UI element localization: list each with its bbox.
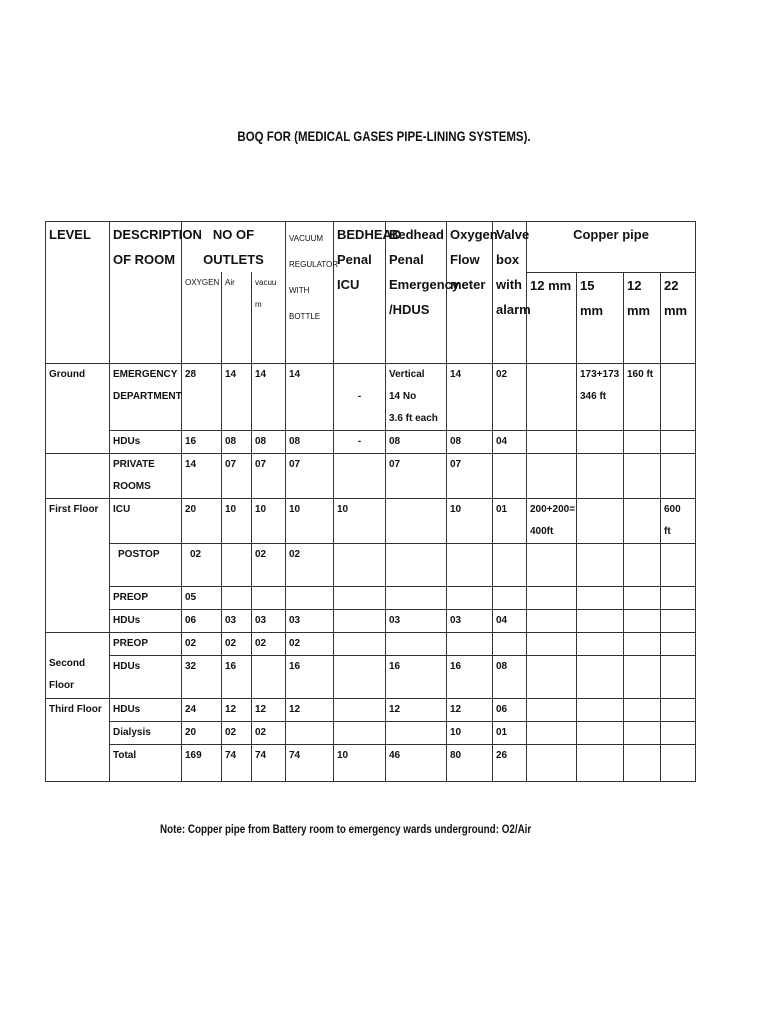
header-pipe-12mm-b: 12 mm xyxy=(624,272,661,363)
cell-p15 xyxy=(577,498,624,543)
header-vacuum: vacuu m xyxy=(252,272,286,363)
cell-bedhead-emergency xyxy=(386,498,447,543)
cell-p15 xyxy=(577,430,624,453)
cell-p22 xyxy=(661,698,696,721)
table-row xyxy=(46,543,696,586)
cell-regulator: 02 xyxy=(286,632,334,655)
header-air: Air xyxy=(222,272,252,363)
cell-p12: 200+200= 400ft xyxy=(527,498,577,543)
cell-p12b xyxy=(624,498,661,543)
cell-bedhead-icu: - xyxy=(334,430,386,453)
cell-p12b xyxy=(624,698,661,721)
cell-valve-box: 26 xyxy=(493,744,527,781)
cell-flow-meter: 10 xyxy=(447,721,493,744)
cell-valve-box: 04 xyxy=(493,609,527,632)
cell-valve-box: 04 xyxy=(493,430,527,453)
cell-p15 xyxy=(577,609,624,632)
cell-valve-box: 06 xyxy=(493,698,527,721)
cell-p22 xyxy=(661,632,696,655)
cell-bedhead-emergency: 16 xyxy=(386,655,447,698)
cell-vacuum: 02 xyxy=(252,632,286,655)
cell-flow-meter xyxy=(447,586,493,609)
room-description: PREOP xyxy=(110,586,182,609)
cell-p12 xyxy=(527,363,577,430)
room-description: ICU xyxy=(110,498,182,543)
cell-p12b xyxy=(624,744,661,781)
room-description: Total xyxy=(110,744,182,781)
level-blank xyxy=(46,453,110,498)
cell-p12 xyxy=(527,698,577,721)
cell-air: 02 xyxy=(222,632,252,655)
cell-p12 xyxy=(527,430,577,453)
cell-bedhead-emergency xyxy=(386,721,447,744)
cell-regulator: 10 xyxy=(286,498,334,543)
table-row xyxy=(46,655,696,698)
cell-bedhead-emergency: 12 xyxy=(386,698,447,721)
cell-oxygen: 20 xyxy=(182,498,222,543)
header-pipe-22mm: 22 mm xyxy=(661,272,696,363)
cell-vacuum: 14 xyxy=(252,363,286,430)
header-valve-box: Valve box with alarm xyxy=(493,222,527,364)
header-bedhead-emergency: Bedhead Penal Emergency /HDUS xyxy=(386,222,447,364)
cell-regulator: 74 xyxy=(286,744,334,781)
cell-flow-meter: 10 xyxy=(447,498,493,543)
cell-vacuum xyxy=(252,655,286,698)
cell-bedhead-icu xyxy=(334,721,386,744)
header-bedhead-icu: BEDHEAD Penal ICU xyxy=(334,222,386,364)
cell-bedhead-icu: - xyxy=(334,363,386,430)
cell-air: 03 xyxy=(222,609,252,632)
cell-air: 12 xyxy=(222,698,252,721)
cell-flow-meter: 16 xyxy=(447,655,493,698)
room-description: HDUs xyxy=(110,430,182,453)
room-description: POSTOP xyxy=(110,543,182,586)
cell-bedhead-icu xyxy=(334,453,386,498)
cell-air: 74 xyxy=(222,744,252,781)
footnote: Note: Copper pipe from Battery room to emergency wards underground: O2/Air xyxy=(160,822,532,836)
table-row xyxy=(46,363,696,430)
cell-vacuum xyxy=(252,586,286,609)
cell-bedhead-icu xyxy=(334,543,386,586)
cell-p22 xyxy=(661,721,696,744)
cell-air: 08 xyxy=(222,430,252,453)
cell-p15: 173+173 346 ft xyxy=(577,363,624,430)
cell-bedhead-icu xyxy=(334,609,386,632)
cell-p15 xyxy=(577,453,624,498)
cell-p15 xyxy=(577,698,624,721)
cell-bedhead-emergency xyxy=(386,543,447,586)
cell-regulator: 08 xyxy=(286,430,334,453)
cell-valve-box xyxy=(493,632,527,655)
cell-oxygen: 06 xyxy=(182,609,222,632)
boq-table xyxy=(45,221,696,782)
room-description: HDUs xyxy=(110,609,182,632)
cell-valve-box: 01 xyxy=(493,498,527,543)
cell-p22 xyxy=(661,430,696,453)
cell-flow-meter: 07 xyxy=(447,453,493,498)
cell-vacuum: 12 xyxy=(252,698,286,721)
cell-vacuum: 74 xyxy=(252,744,286,781)
cell-bedhead-emergency xyxy=(386,586,447,609)
cell-p22: 600 ft xyxy=(661,498,696,543)
cell-p15 xyxy=(577,655,624,698)
cell-flow-meter: 12 xyxy=(447,698,493,721)
table-row xyxy=(46,430,696,453)
header-oxygen-flow-meter: Oxygen Flow meter xyxy=(447,222,493,364)
cell-p22 xyxy=(661,744,696,781)
room-description: PRIVATE ROOMS xyxy=(110,453,182,498)
cell-regulator xyxy=(286,586,334,609)
cell-bedhead-emergency: 03 xyxy=(386,609,447,632)
cell-vacuum: 02 xyxy=(252,543,286,586)
cell-p22 xyxy=(661,543,696,586)
cell-air: 07 xyxy=(222,453,252,498)
cell-regulator: 07 xyxy=(286,453,334,498)
cell-air xyxy=(222,543,252,586)
cell-p22 xyxy=(661,363,696,430)
cell-air: 10 xyxy=(222,498,252,543)
cell-bedhead-icu xyxy=(334,586,386,609)
cell-regulator: 16 xyxy=(286,655,334,698)
cell-bedhead-emergency: 46 xyxy=(386,744,447,781)
cell-p12 xyxy=(527,543,577,586)
table-row xyxy=(46,698,696,721)
cell-vacuum: 02 xyxy=(252,721,286,744)
cell-p12b xyxy=(624,430,661,453)
cell-air: 16 xyxy=(222,655,252,698)
table-row xyxy=(46,453,696,498)
cell-vacuum: 08 xyxy=(252,430,286,453)
cell-bedhead-emergency xyxy=(386,632,447,655)
cell-p12b xyxy=(624,609,661,632)
cell-valve-box: 08 xyxy=(493,655,527,698)
cell-bedhead-emergency: 07 xyxy=(386,453,447,498)
header-pipe-15mm: 15 mm xyxy=(577,272,624,363)
level-third-floor: Third Floor xyxy=(46,698,110,781)
header-row xyxy=(46,222,696,273)
cell-oxygen: 14 xyxy=(182,453,222,498)
cell-p22 xyxy=(661,655,696,698)
header-pipe-12mm: 12 mm xyxy=(527,272,577,363)
table-row xyxy=(46,498,696,543)
cell-p15 xyxy=(577,543,624,586)
cell-flow-meter xyxy=(447,543,493,586)
cell-vacuum: 07 xyxy=(252,453,286,498)
cell-bedhead-icu: 10 xyxy=(334,498,386,543)
cell-p15 xyxy=(577,744,624,781)
cell-p12b xyxy=(624,453,661,498)
document-title: BOQ FOR (MEDICAL GASES PIPE-LINING SYSTEMS). xyxy=(237,128,531,144)
cell-regulator: 12 xyxy=(286,698,334,721)
cell-flow-meter: 03 xyxy=(447,609,493,632)
cell-vacuum: 10 xyxy=(252,498,286,543)
cell-regulator xyxy=(286,721,334,744)
cell-oxygen: 32 xyxy=(182,655,222,698)
cell-vacuum: 03 xyxy=(252,609,286,632)
table-row xyxy=(46,744,696,781)
cell-p12 xyxy=(527,453,577,498)
cell-bedhead-emergency: Vertical 14 No 3.6 ft each xyxy=(386,363,447,430)
cell-bedhead-icu: 10 xyxy=(334,744,386,781)
cell-p15 xyxy=(577,586,624,609)
cell-oxygen: 02 xyxy=(182,543,222,586)
table-row xyxy=(46,721,696,744)
room-description: PREOP xyxy=(110,632,182,655)
level-first-floor: First Floor xyxy=(46,498,110,632)
cell-valve-box: 02 xyxy=(493,363,527,430)
cell-bedhead-icu xyxy=(334,655,386,698)
cell-valve-box: 01 xyxy=(493,721,527,744)
cell-valve-box xyxy=(493,453,527,498)
table-row xyxy=(46,609,696,632)
room-description: HDUs xyxy=(110,655,182,698)
cell-oxygen: 05 xyxy=(182,586,222,609)
cell-regulator: 02 xyxy=(286,543,334,586)
cell-p12b xyxy=(624,655,661,698)
room-description: HDUs xyxy=(110,698,182,721)
cell-p12 xyxy=(527,586,577,609)
header-copper-pipe: Copper pipe xyxy=(527,222,696,273)
cell-p12b xyxy=(624,543,661,586)
room-description: EMERGENCY DEPARTMENT xyxy=(110,363,182,430)
cell-air: 14 xyxy=(222,363,252,430)
cell-p15 xyxy=(577,721,624,744)
cell-p12b: 160 ft xyxy=(624,363,661,430)
cell-flow-meter: 80 xyxy=(447,744,493,781)
cell-p12 xyxy=(527,744,577,781)
level-second-floor: Second Floor xyxy=(46,632,110,698)
cell-bedhead-icu xyxy=(334,632,386,655)
cell-oxygen: 20 xyxy=(182,721,222,744)
header-no-of-outlets: NO OF OUTLETS xyxy=(182,222,286,273)
cell-valve-box xyxy=(493,543,527,586)
cell-flow-meter: 08 xyxy=(447,430,493,453)
table-row xyxy=(46,586,696,609)
cell-regulator: 14 xyxy=(286,363,334,430)
cell-bedhead-icu xyxy=(334,698,386,721)
cell-bedhead-emergency: 08 xyxy=(386,430,447,453)
cell-oxygen: 169 xyxy=(182,744,222,781)
header-oxygen: OXYGEN xyxy=(182,272,222,363)
header-level: LEVEL xyxy=(46,222,110,364)
cell-p12b xyxy=(624,721,661,744)
cell-flow-meter: 14 xyxy=(447,363,493,430)
level-ground: Ground xyxy=(46,363,110,453)
cell-p22 xyxy=(661,453,696,498)
cell-p12 xyxy=(527,632,577,655)
cell-p12b xyxy=(624,586,661,609)
cell-oxygen: 24 xyxy=(182,698,222,721)
cell-oxygen: 28 xyxy=(182,363,222,430)
cell-p12 xyxy=(527,609,577,632)
cell-air xyxy=(222,586,252,609)
cell-p12 xyxy=(527,721,577,744)
cell-flow-meter xyxy=(447,632,493,655)
cell-oxygen: 16 xyxy=(182,430,222,453)
cell-p22 xyxy=(661,586,696,609)
cell-p22 xyxy=(661,609,696,632)
cell-p12b xyxy=(624,632,661,655)
cell-p12 xyxy=(527,655,577,698)
cell-p15 xyxy=(577,632,624,655)
room-description: Dialysis xyxy=(110,721,182,744)
header-description: DESCRIPTION OF ROOM xyxy=(110,222,182,364)
table-row xyxy=(46,632,696,655)
cell-air: 02 xyxy=(222,721,252,744)
cell-oxygen: 02 xyxy=(182,632,222,655)
header-vacuum-regulator: VACUUM REGULATOR WITH BOTTLE xyxy=(286,222,334,364)
cell-regulator: 03 xyxy=(286,609,334,632)
cell-valve-box xyxy=(493,586,527,609)
